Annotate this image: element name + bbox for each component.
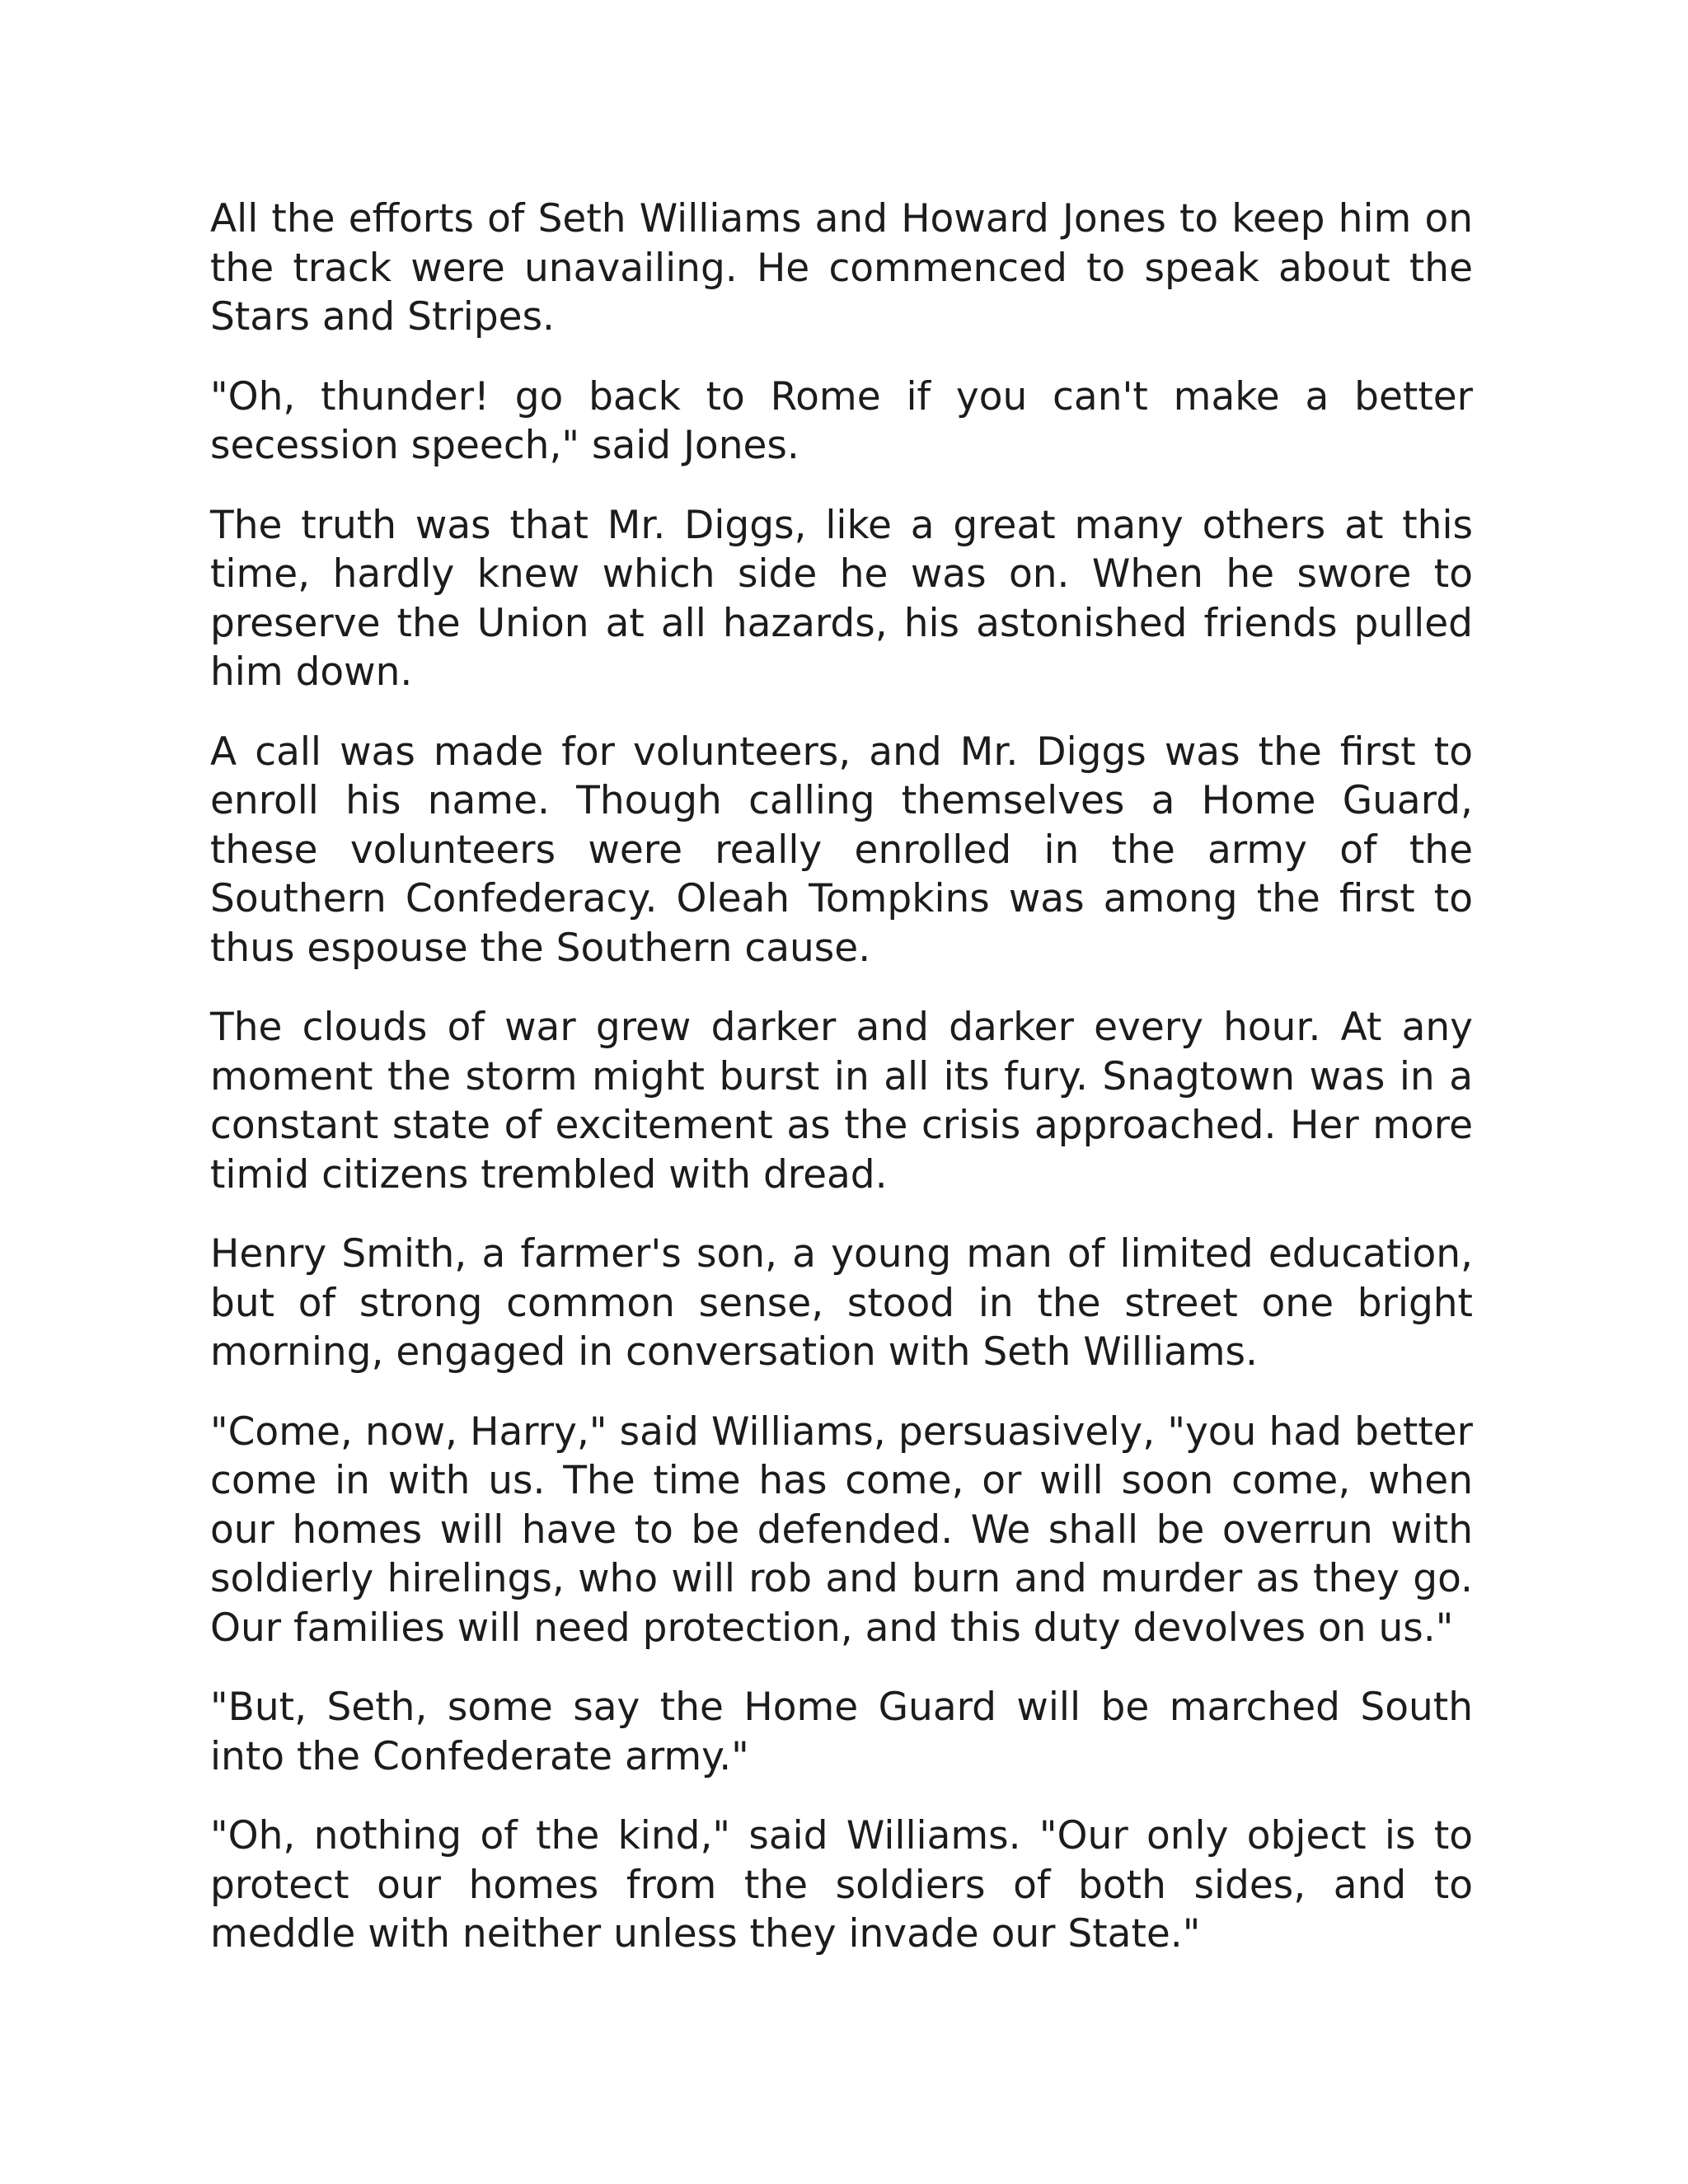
paragraph: The truth was that Mr. Diggs, like a great many others at this time, hardly knew which side he was on. When he swore to preserve the Union at all hazards, his astonished friends pulled him down. bbox=[210, 502, 1473, 695]
paragraph: A call was made for volunteers, and Mr. Diggs was the first to enroll his name. Though calling themselves a Home Guard, these volunteers were really enrolled in the army of the Southern Confederacy. Oleah Tompkins was among the first to thus espouse the Southern cause. bbox=[210, 729, 1473, 971]
paragraph: "Come, now, Harry," said Williams, persuasively, "you had better come in with us. The time has come, or will soon come, when our homes will have to be defended. We shall be overrun with soldierly hirelings, who will rob and burn and murder as they go. Our families will need protection, and this duty devolves on us." bbox=[210, 1408, 1473, 1651]
paragraph: "Oh, thunder! go back to Rome if you can't make a better secession speech," said Jones. bbox=[210, 373, 1473, 468]
paragraph: "Oh, nothing of the kind," said Williams. "Our only object is to protect our homes from the soldiers of both sides, and to meddle with neither unless they invade our State." bbox=[210, 1813, 1473, 1957]
paragraph: Henry Smith, a farmer's son, a young man of limited education, but of strong common sense, stood in the street one bright morning, engaged in conversation with Seth Williams. bbox=[210, 1231, 1473, 1375]
paragraph: The clouds of war grew darker and darker every hour. At any moment the storm might burst in all its fury. Snagtown was in a constant state of excitement as the crisis approached. Her more timid citizens trembled with dread. bbox=[210, 1005, 1473, 1197]
paragraph: All the efforts of Seth Williams and Howard Jones to keep him on the track were unavailing. He commenced to speak about the Stars and Stripes. bbox=[210, 196, 1473, 340]
paragraph: "But, Seth, some say the Home Guard will be marched South into the Confederate army." bbox=[210, 1685, 1473, 1779]
body-text bbox=[210, 194, 1473, 1990]
